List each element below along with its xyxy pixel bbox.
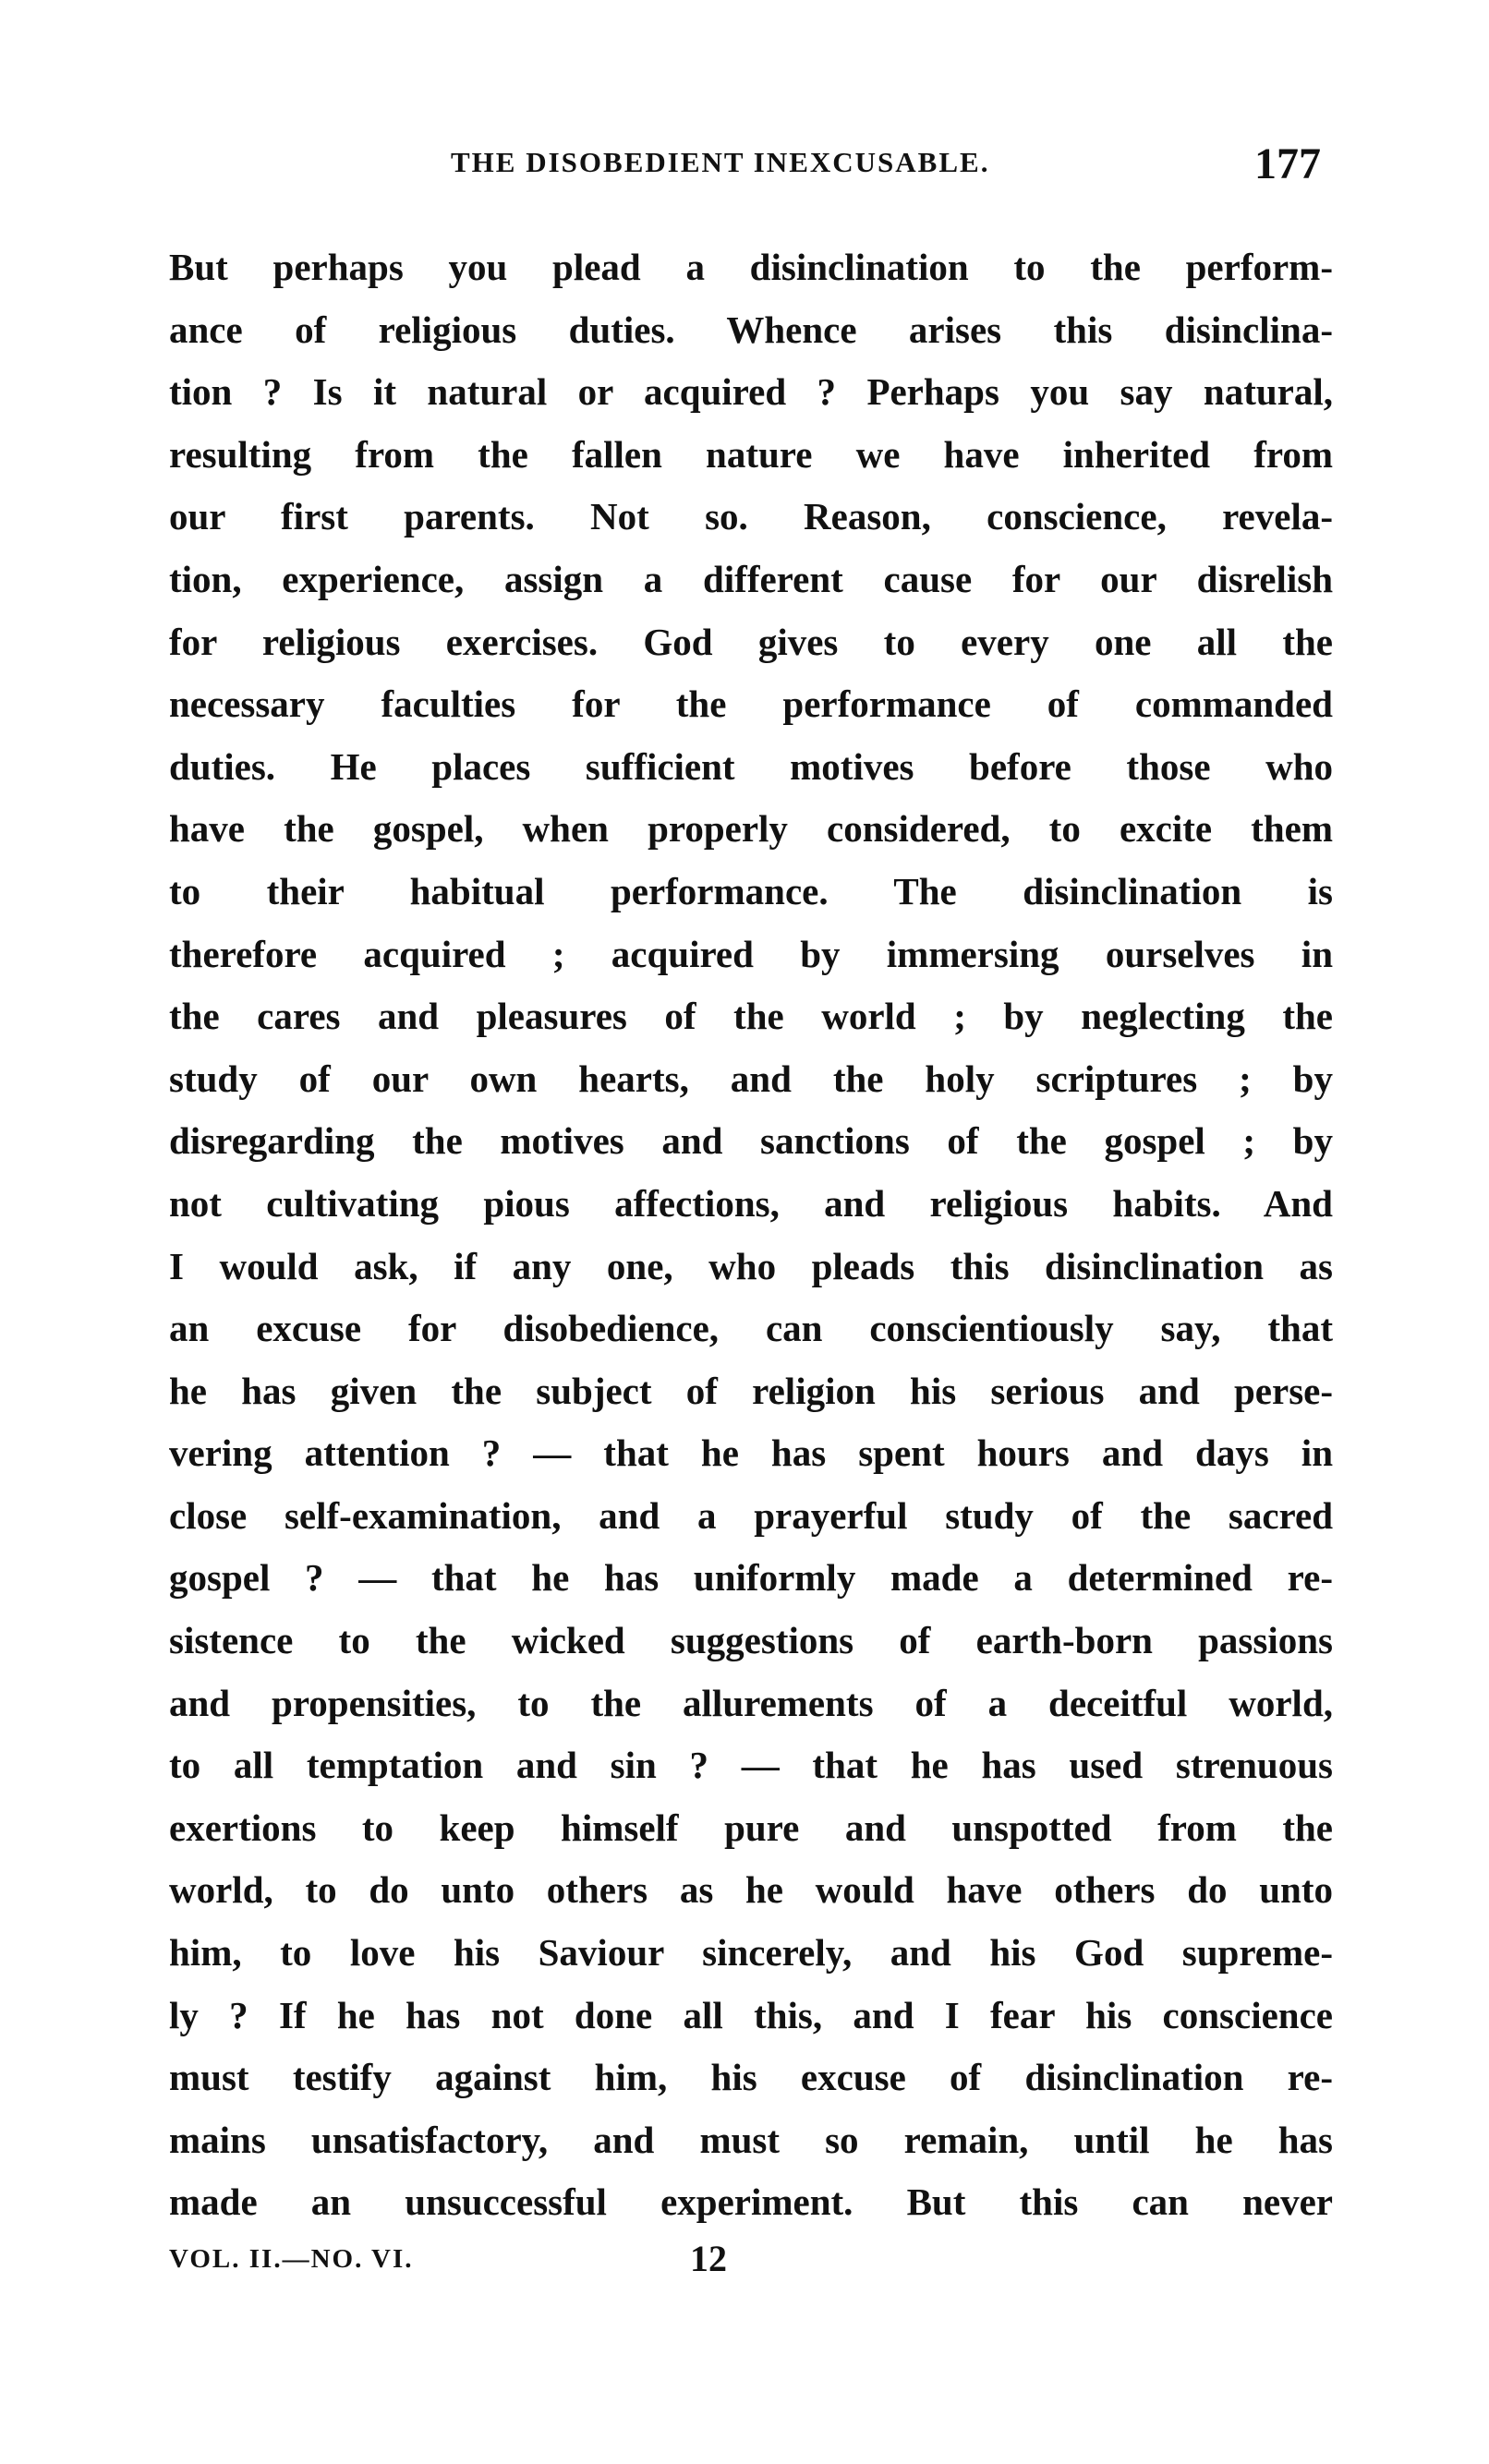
body-text — [169, 236, 1333, 2234]
text-line: ance of religious duties. Whence arises this disinclina- — [169, 308, 1333, 351]
text-line: an excuse for disobedience, can conscientiously say, that — [169, 1307, 1333, 1350]
running-title: THE DISOBEDIENT INEXCUSABLE. — [451, 146, 990, 178]
text-line: the cares and pleasures of the world ; by neglecting the — [169, 995, 1333, 1038]
running-head — [0, 139, 1489, 194]
text-line: therefore acquired ; acquired by immersing ourselves in — [169, 932, 1333, 975]
text-line: necessary faculties for the performance of commanded — [169, 682, 1333, 726]
text-line: gospel ? — that he has uniformly made a determined re- — [169, 1556, 1333, 1600]
signature-number: 12 — [690, 2238, 727, 2279]
text-line: I would ask, if any one, who pleads this disinclination as — [169, 1244, 1333, 1287]
text-line: not cultivating pious affections, and religious habits. And — [169, 1181, 1333, 1225]
text-line: tion, experience, assign a different cause for our disrelish — [169, 557, 1333, 600]
text-line: exertions to keep himself pure and unspotted from the — [169, 1806, 1333, 1849]
text-line: to their habitual performance. The disinclination is — [169, 869, 1333, 912]
text-line: disregarding the motives and sanctions of the gospel ; by — [169, 1119, 1333, 1163]
page-number: 177 — [1254, 139, 1321, 188]
text-line: tion ? Is it natural or acquired ? Perhaps you say natural, — [169, 370, 1333, 414]
text-line: vering attention ? — that he has spent hours and days in — [169, 1431, 1333, 1475]
text-line: close self-examination, and a prayerful study of the sacred — [169, 1493, 1333, 1537]
text-line: resulting from the fallen nature we have inherited from — [169, 432, 1333, 476]
text-line: made an unsuccessful experiment. But this can never — [169, 2180, 1333, 2224]
text-line: our first parents. Not so. Reason, conscience, revela- — [169, 495, 1333, 538]
text-line: duties. He places sufficient motives before those who — [169, 744, 1333, 788]
text-line: for religious exercises. God gives to every one all the — [169, 620, 1333, 663]
volume-signature: VOL. II.—NO. VI. — [169, 2244, 414, 2274]
text-line: must testify against him, his excuse of disinclination re- — [169, 2056, 1333, 2099]
text-line: to all temptation and sin ? — that he has used strenuous — [169, 1744, 1333, 1787]
page-footer — [0, 2237, 1489, 2292]
text-line: he has given the subject of religion his serious and perse- — [169, 1369, 1333, 1412]
text-line: have the gospel, when properly considered, to excite them — [169, 807, 1333, 851]
text-line: him, to love his Saviour sincerely, and his God supreme- — [169, 1931, 1333, 1975]
text-line: world, to do unto others as he would have others do unto — [169, 1868, 1333, 1912]
text-line: sistence to the wicked suggestions of earth-born passions — [169, 1619, 1333, 1662]
text-line: ly ? If he has not done all this, and I fear his conscience — [169, 1993, 1333, 2036]
text-line: But perhaps you plead a disinclination to the perform- — [169, 246, 1333, 288]
text-line: mains unsatisfactory, and must so remain, until he has — [169, 2118, 1333, 2161]
text-line: and propensities, to the allurements of a deceitful world, — [169, 1681, 1333, 1724]
text-line: study of our own hearts, and the holy scriptures ; by — [169, 1057, 1333, 1100]
